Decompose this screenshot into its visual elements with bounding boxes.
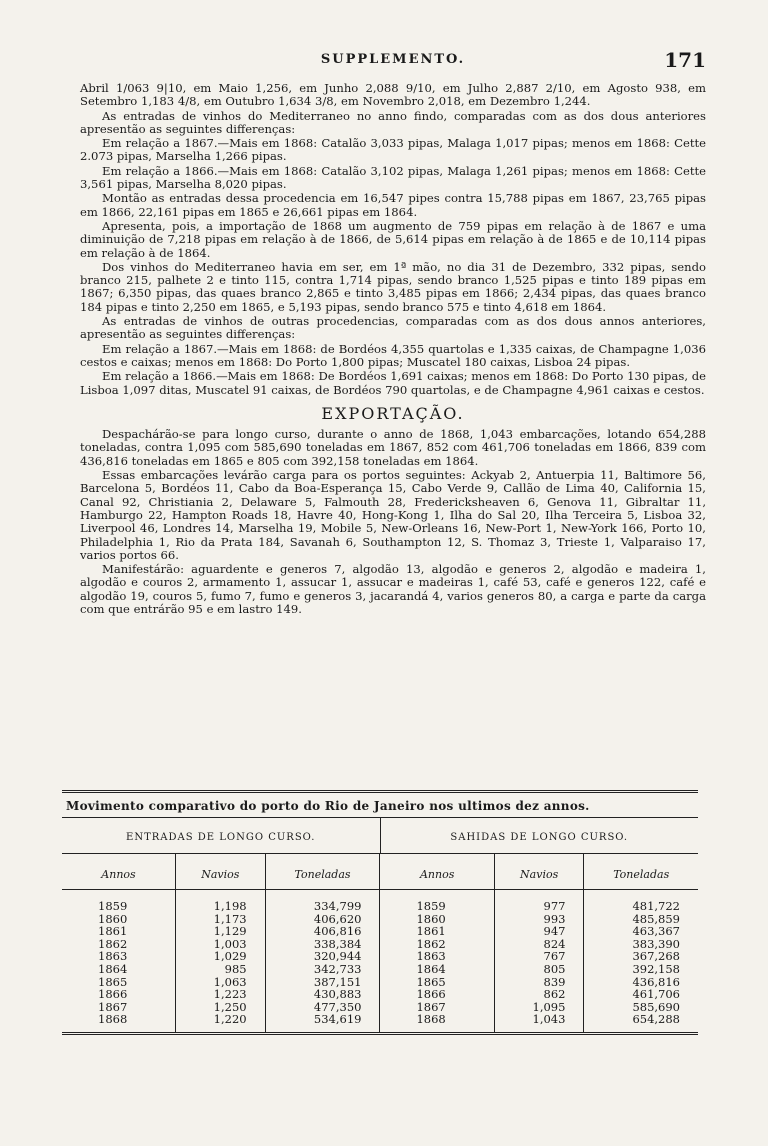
- table-cell: 805: [494, 963, 584, 976]
- column-header: Toneladas: [265, 854, 380, 890]
- table-row: [62, 988, 698, 1001]
- group-entradas: ENTRADAS DE LONGO CURSO.: [62, 818, 381, 853]
- table-cell: 1,003: [176, 938, 266, 951]
- table-cell: 1,129: [176, 925, 266, 938]
- table-row: [62, 950, 698, 963]
- table-cell: 985: [176, 963, 266, 976]
- column-headers: [62, 854, 698, 890]
- table-cell: 406,620: [265, 913, 380, 926]
- table-body: [62, 890, 698, 1032]
- table-cell: 993: [494, 913, 584, 926]
- table-row: [62, 976, 698, 989]
- table-cell: 534,619: [265, 1013, 380, 1032]
- table-cell: 461,706: [632, 987, 680, 1002]
- table-cell: 334,799: [265, 890, 380, 913]
- table-cell: 862: [494, 988, 584, 1001]
- column-header: Navios: [176, 854, 266, 890]
- table-cell: 1866: [62, 988, 176, 1001]
- table-cell: 367,268: [632, 949, 680, 964]
- table-cell: 1865: [62, 976, 176, 989]
- table-cell: 392,158: [632, 961, 680, 976]
- table-cell: 1859: [62, 890, 176, 913]
- column-header: Annos: [62, 854, 176, 890]
- paragraph: As entradas de vinhos de outras procedencias, comparadas com as dos dous annos anteriores, apresentão as seguintes differenças:: [80, 314, 706, 342]
- table-cell: 1,220: [176, 1013, 266, 1032]
- table-cell: 383,390: [632, 936, 680, 951]
- table-group-headers: [62, 818, 698, 854]
- table-row: [62, 1001, 698, 1014]
- paragraph: As entradas de vinhos do Mediterraneo no anno findo, comparadas com as dos dous anteriores apresentão as seguintes differenças:: [80, 108, 706, 136]
- table-cell: 406,816: [265, 925, 380, 938]
- table-cell: 1861: [380, 925, 494, 938]
- table-row: [62, 913, 698, 926]
- table-cell: 342,733: [265, 963, 380, 976]
- section-title-exportacao: EXPORTAÇÃO.: [321, 403, 465, 423]
- table-cell: 1,198: [176, 890, 266, 913]
- page-header: [80, 48, 706, 74]
- column-header: Navios: [494, 854, 584, 890]
- table-row: [62, 938, 698, 951]
- table-cell: 463,367: [632, 924, 680, 939]
- page-number: 171: [664, 48, 706, 72]
- table-cell: 1866: [380, 988, 494, 1001]
- table-cell: 839: [494, 976, 584, 989]
- column-header: Annos: [380, 854, 494, 890]
- table-cell: 1859: [380, 890, 494, 913]
- table-cell: 1862: [62, 938, 176, 951]
- paragraph: Em relação a 1866.—Mais em 1868: De Bordéos 1,691 caixas; menos em 1868: Do Porto 130 pipas, de Lisboa 1,097 ditas, Muscatel 91 caixas, de Bordéos 790 quartolas, e de Champagne 4,961 caixas e cestos.: [80, 369, 706, 397]
- paragraph: Em relação a 1866.—Mais em 1868: Catalão 3,102 pipas, Malaga 1,261 pipas; menos em 1868: Cette 3,561 pipas, Marselha 8,020 pipas.: [80, 163, 706, 192]
- table-cell: 1,173: [176, 913, 266, 926]
- port-movement-table: [62, 790, 698, 1035]
- table-cell: 1,095: [494, 1001, 584, 1014]
- table-cell: 1868: [62, 1013, 176, 1032]
- table-cell: 1867: [62, 1001, 176, 1014]
- table-cell: 1865: [380, 976, 494, 989]
- table-cell: 436,816: [632, 974, 680, 989]
- paragraph: Manifestárão: aguardente e generos 7, algodão 13, algodão e generos 2, algodão e madeira 1, algodão e couros 2, armamento 1, assucar 1, assucar e madeiras 1, café 53, café e generos 122, café e algodão 19, couros 5, fumo 7, fumo e generos 3, jacarandá 4, varios generos 80, a carga e parte da carga com que entrárão 95 e em lastro 149.: [80, 562, 706, 616]
- running-title: SUPPLEMENTO.: [320, 52, 466, 67]
- paragraph: Em relação a 1867.—Mais em 1868: de Bordéos 4,355 quartolas e 1,335 caixas, de Champagne 1,036 cestos e caixas; menos em 1868: Do Porto 1,800 pipas; Muscatel 180 caixas, Lisboa 24 pipas.: [80, 341, 706, 369]
- table-cell: 1864: [62, 963, 176, 976]
- table-row: [62, 1013, 698, 1032]
- table-cell: 1860: [62, 913, 176, 926]
- table-cell: 1863: [62, 950, 176, 963]
- paragraph: Montão as entradas dessa procedencia em 16,547 pipes contra 15,788 pipas em 1867, 23,765 pipas em 1866, 22,161 pipas em 1865 e 26,661 pipas em 1864.: [80, 191, 706, 219]
- paragraph: Despachárão-se para longo curso, durante o anno de 1868, 1,043 embarcações, lotando 654,288 toneladas, contra 1,095 com 585,690 toneladas em 1867, 852 com 461,706 toneladas em 1866, 839 com 436,816 toneladas em 1865 e 805 com 392,158 toneladas em 1864.: [80, 427, 706, 468]
- table-cell: 977: [494, 890, 584, 913]
- table-cell: 1,043: [494, 1013, 584, 1032]
- table-cell: 477,350: [265, 1001, 380, 1014]
- table-cell: 430,883: [265, 988, 380, 1001]
- column-header: Toneladas: [584, 854, 698, 890]
- stats-table: [62, 854, 698, 1032]
- table-caption: Movimento comparativo do porto do Rio de Janeiro nos ultimos dez annos.: [62, 793, 698, 818]
- table-cell: 1862: [380, 938, 494, 951]
- paragraph: Essas embarcações levárão carga para os portos seguintes: Ackyab 2, Antuerpia 11, Baltimore 56, Barcelona 5, Bordéos 11, Cabo da Boa-Esperança 15, Cabo Verde 9, Callão de Lima 40, California 15, Canal 92, Christiania 2, Delaware 5, Falmouth 28, Fredericksheaven 6, Genova 11, Gibraltar 11, Hamburgo 22, Hampton Roads 18, Havre 40, Hong-Kong 1, Ilha do Sal 20, Ilha Terceira 5, Lisboa 32, Liverpool 46, Londres 14, Marselha 19, Mobile 5, New-Orleans 16, New-Port 1, New-York 166, Porto 10, Philadelphia 1, Rio da Prata 184, Savanah 6, Southampton 12, S. Thomaz 3, Trieste 1, Valparaiso 17, varios portos 66.: [80, 468, 706, 562]
- group-sahidas: SAHIDAS DE LONGO CURSO.: [450, 832, 629, 843]
- table-cell: 1864: [380, 963, 494, 976]
- table-cell: 485,859: [632, 911, 680, 926]
- table-cell: 1860: [380, 913, 494, 926]
- paragraph: Apresenta, pois, a importação de 1868 um augmento de 759 pipas em relação à de 1867 e uma diminuição de 7,218 pipas em relação à de 1866, de 5,614 pipas em relação à de 1865 e de 10,114 pipas em relação à de 1864.: [80, 218, 706, 260]
- table-cell: 585,690: [632, 999, 680, 1014]
- table-cell: 1,223: [176, 988, 266, 1001]
- paragraph: Abril 1/063 9|10, em Maio 1,256, em Junho 2,088 9/10, em Julho 2,887 2/10, em Agosto 938, em Setembro 1,183 4/8, em Outubro 1,634 3/8, em Novembro 2,018, em Dezembro 1,244.: [80, 81, 706, 109]
- table-cell: 824: [494, 938, 584, 951]
- table-cell: 767: [494, 950, 584, 963]
- table-cell: 1,029: [176, 950, 266, 963]
- paragraph: Dos vinhos do Mediterraneo havia em ser, em 1ª mão, no dia 31 de Dezembro, 332 pipas, sendo branco 215, palhete 2 e tinto 115, contra 1,714 pipas, sendo branco 1,525 pipas e tinto 189 pipas em 1867; 6,350 pipas, das quaes branco 2,865 e tinto 3,485 pipas em 1866; 2,434 pipas, das quaes branco 184 pipas e tinto 2,250 em 1865, e 5,193 pipas, sendo branco 575 e tinto 4,618 em 1864.: [80, 259, 706, 314]
- table-cell: 1,250: [176, 1001, 266, 1014]
- table-cell: 1863: [380, 950, 494, 963]
- table-row: [62, 963, 698, 976]
- table-row: [62, 925, 698, 938]
- body-text: [80, 82, 706, 617]
- table-cell: 338,384: [265, 938, 380, 951]
- table-cell: 654,288: [632, 1012, 680, 1027]
- table-cell: 481,722: [632, 899, 680, 913]
- table-cell: 387,151: [265, 976, 380, 989]
- table-cell: 1867: [380, 1001, 494, 1014]
- paragraph: Em relação a 1867.—Mais em 1868: Catalão 3,033 pipas, Malaga 1,017 pipas; menos em 1868: Cette 2.073 pipas, Marselha 1,266 pipas.: [80, 136, 706, 164]
- table-row: [62, 890, 698, 913]
- table-cell: 1,063: [176, 976, 266, 989]
- table-cell: 1861: [62, 925, 176, 938]
- table-cell: 1868: [380, 1013, 494, 1032]
- table-cell: 320,944: [265, 950, 380, 963]
- table-cell: 947: [494, 925, 584, 938]
